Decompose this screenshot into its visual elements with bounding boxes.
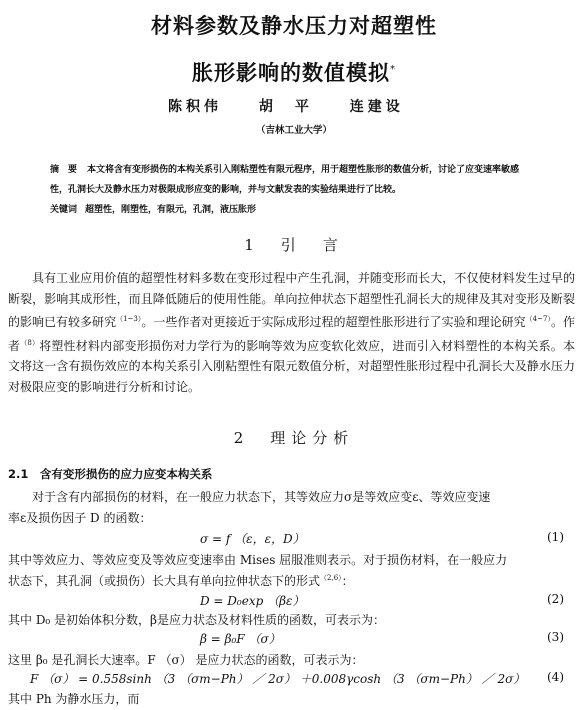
paper-title-line1: 材料参数及静水压力对超塑性	[151, 14, 437, 38]
abstract-text: 本文将含有变形损伤的本构关系引入刚粘塑性有限元程序，用于超塑性胀形的数值分析，讨论了应变速率敏感性，孔洞长大及静水压力对极限成形应变的影响，并与文献发表的实验结果进行了比较。	[50, 165, 520, 195]
body-line-4	[8, 572, 575, 589]
citation-3: （8）	[20, 338, 40, 347]
equation-4-number: (4)	[547, 670, 564, 684]
equation-2-body: D = D₀exp （βε）	[200, 594, 305, 608]
body-line-1: 对于含有内部损伤的材料，在一般应力状态下，其等效应力σ是等效应变ε、等效应变速	[32, 490, 491, 504]
intro-text-3: 。作者	[8, 315, 575, 353]
intro-text-2: 。一些作者对更接近于实际成形过程的超塑性胀形进行了实验和理论研究	[141, 315, 526, 330]
equation-1-body: σ = f （ε，ε，D）	[200, 532, 305, 546]
body-line-7: 其中 Ph 为静水压力，而	[8, 692, 140, 706]
body-line-6: 这里 β₀ 是孔洞长大速率。F （σ） 是应力状态的函数，可表示为：	[8, 653, 364, 667]
authors	[168, 96, 432, 116]
author-2: 胡 平	[258, 99, 313, 115]
equation-3-number: (3)	[547, 630, 564, 644]
abstract-label: 摘 要	[50, 165, 78, 175]
section-heading-theory: 2 理论分析	[233, 429, 355, 447]
intro-text-4: 将塑性材料内部变形损伤对力学行为的影响等效为应变软化效应，进而引入材料塑性的本构关系。本文将这一含有损伤效应的本构关系引入刚粘塑性有限元数值分析，对超塑性胀形过程中孔洞长大及静水压力对极限应变的影响进行分析和讨论。	[8, 338, 575, 394]
keywords-label: 关键词	[50, 205, 78, 215]
equation-3-body: β = β₀F （σ）	[200, 632, 281, 646]
keywords	[50, 202, 256, 215]
equation-1-number: (1)	[547, 530, 564, 544]
title-footnote-mark: *	[390, 64, 396, 75]
title-line2-text: 胀形影响的数值模拟	[192, 61, 390, 85]
subsection-heading: 2.1 含有变形损伤的应力应变本构关系	[8, 467, 213, 481]
author-1: 陈积伟	[168, 99, 222, 115]
body-line-2: 率ε及损伤因子 D 的函数：	[8, 511, 152, 525]
keywords-text: 超塑性，刚塑性，有限元，孔洞，液压胀形	[85, 205, 257, 215]
body-line-4-colon: ：	[341, 574, 354, 588]
body-line-3: 其中等效应力、等效应变及等效应变速率由 Mises 屈服准则表示。对于损伤材料，在一般应力	[8, 553, 508, 567]
body-line-4-text: 状态下，其孔洞（或损伤）长大具有单向拉伸状态下的形式	[8, 574, 321, 588]
citation-4: （2,6）	[320, 574, 342, 582]
equation-4-body: F （σ） = 0.558sinh （3 （σm−Ph） ／ 2σ） ＋0.008γcosh （3 （σm−Ph） ／ 2σ）	[30, 672, 526, 686]
author-3: 连建设	[349, 99, 404, 115]
equation-2-number: (2)	[547, 592, 564, 606]
intro-text-1: 具有工业应用价值的超塑性材料多数在变形过程中产生孔洞，并随变形而长大，不仅使材料发生过早的断裂，影响其成形性，而且降低随后的使用性能。单向拉伸状态下超塑性孔洞长大的规律及其对变形及断裂的影响已有较多研究	[8, 271, 575, 330]
affiliation: （吉林工业大学）	[255, 125, 332, 136]
citation-1: （1~3）	[116, 315, 142, 324]
paper-title-line2	[0, 57, 588, 87]
body-line-5: 其中 D₀ 是初始体积分数，β是应力状态及材料性质的函数，可表示为：	[8, 613, 386, 627]
section-heading-intro: 1 引 言	[244, 236, 344, 254]
abstract	[50, 160, 536, 200]
citation-2: （4~7）	[525, 315, 551, 324]
intro-paragraph	[8, 268, 575, 398]
